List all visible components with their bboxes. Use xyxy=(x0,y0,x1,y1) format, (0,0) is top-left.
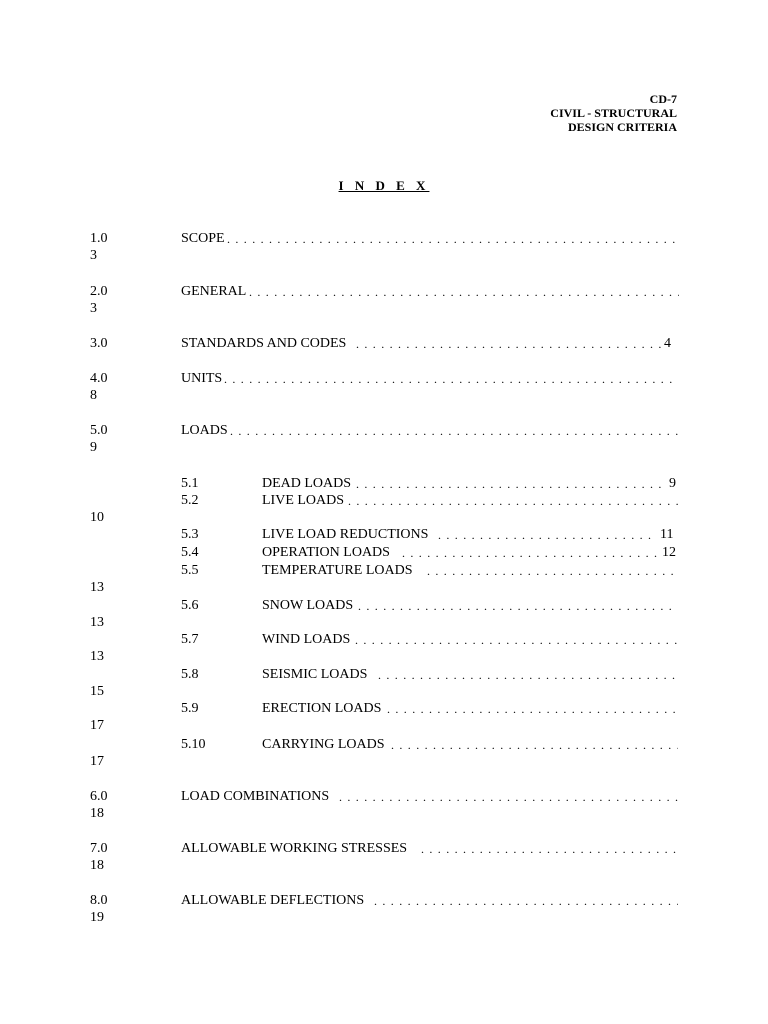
page-number: 9 xyxy=(90,440,97,455)
section-number: 8.0 xyxy=(90,893,108,908)
leader-dots xyxy=(438,527,657,544)
leader-dots xyxy=(339,789,678,806)
page-number: 18 xyxy=(90,858,104,873)
subsection-title: TEMPERATURE LOADS xyxy=(262,563,413,578)
section-number: 6.0 xyxy=(90,789,108,804)
toc-subentry-erection-loads[interactable] xyxy=(0,700,768,734)
page-number: 3 xyxy=(90,248,97,263)
page-number: 15 xyxy=(90,684,104,699)
leader-dots xyxy=(249,284,679,301)
subsection-number: 5.5 xyxy=(181,563,199,578)
toc-subentry-carrying-loads[interactable] xyxy=(0,736,768,770)
leader-dots xyxy=(356,336,661,353)
leader-dots xyxy=(378,667,678,684)
page-number: 10 xyxy=(90,510,104,525)
subsection-title: SNOW LOADS xyxy=(262,598,354,613)
toc-subentry-live-load-reductions[interactable] xyxy=(0,526,768,544)
toc-entry-units[interactable] xyxy=(0,370,768,410)
section-title: UNITS xyxy=(181,371,223,386)
toc-subentry-wind-loads[interactable] xyxy=(0,631,768,665)
subsection-number: 5.3 xyxy=(181,527,199,542)
toc-subentry-operation-loads[interactable] xyxy=(0,544,768,562)
page-title: I N D E X xyxy=(338,178,430,193)
section-title: LOADS xyxy=(181,423,228,438)
leader-dots xyxy=(387,701,678,718)
page-number: 13 xyxy=(90,580,104,595)
page-number: 3 xyxy=(90,301,97,316)
page-number: 17 xyxy=(90,718,104,733)
subsection-title: CARRYING LOADS xyxy=(262,737,385,752)
subsection-title: LIVE LOAD REDUCTIONS xyxy=(262,527,429,542)
toc-subentry-dead-loads[interactable] xyxy=(0,475,768,493)
leader-dots xyxy=(391,737,678,754)
leader-dots xyxy=(230,423,678,440)
leader-dots xyxy=(355,632,678,649)
section-title: GENERAL xyxy=(181,284,247,299)
subsection-title: OPERATION LOADS xyxy=(262,545,390,560)
header-line-1: CIVIL - STRUCTURAL xyxy=(550,106,677,120)
document-header xyxy=(550,92,677,134)
section-title: SCOPE xyxy=(181,231,225,246)
leader-dots xyxy=(356,476,667,493)
toc-entry-allowable-working-stresses[interactable] xyxy=(0,840,768,880)
leader-dots xyxy=(402,545,660,562)
leader-dots xyxy=(227,231,677,248)
leader-dots xyxy=(348,493,678,510)
leader-dots xyxy=(358,598,676,615)
toc-entry-loads[interactable] xyxy=(0,422,768,462)
page-number: 8 xyxy=(90,388,97,403)
leader-dots xyxy=(427,563,678,580)
doc-code: CD-7 xyxy=(649,92,677,106)
toc-entry-load-combinations[interactable] xyxy=(0,788,768,828)
subsection-title: ERECTION LOADS xyxy=(262,701,382,716)
subsection-number: 5.6 xyxy=(181,598,199,613)
toc-entry-allowable-deflections[interactable] xyxy=(0,892,768,932)
subsection-number: 5.10 xyxy=(181,737,206,752)
subsection-number: 5.4 xyxy=(181,545,199,560)
page-number: 17 xyxy=(90,754,104,769)
toc-subentry-seismic-loads[interactable] xyxy=(0,666,768,700)
section-title: ALLOWABLE WORKING STRESSES xyxy=(181,841,408,856)
section-number: 1.0 xyxy=(90,231,108,246)
subsection-title: SEISMIC LOADS xyxy=(262,667,368,682)
subsection-title: DEAD LOADS xyxy=(262,476,352,491)
section-number: 7.0 xyxy=(90,841,108,856)
page-number: 13 xyxy=(90,615,104,630)
subsection-number: 5.2 xyxy=(181,493,199,508)
section-title: LOAD COMBINATIONS xyxy=(181,789,330,804)
subsection-title: LIVE LOADS xyxy=(262,493,345,508)
section-title: ALLOWABLE DEFLECTIONS xyxy=(181,893,365,908)
section-number: 4.0 xyxy=(90,371,108,386)
page-number: 18 xyxy=(90,806,104,821)
page-number: 4 xyxy=(664,336,671,351)
toc-entry-general[interactable] xyxy=(0,283,768,323)
page-number: 19 xyxy=(90,910,104,925)
subsection-number: 5.1 xyxy=(181,476,199,491)
page-number: 12 xyxy=(662,545,676,560)
leader-dots xyxy=(374,893,678,910)
subsection-number: 5.9 xyxy=(181,701,199,716)
subsection-number: 5.7 xyxy=(181,632,199,647)
page-number: 9 xyxy=(669,476,676,491)
toc-subentry-temperature-loads[interactable] xyxy=(0,562,768,596)
section-number: 2.0 xyxy=(90,284,108,299)
section-number: 5.0 xyxy=(90,423,108,438)
page-number: 13 xyxy=(90,649,104,664)
subsection-number: 5.8 xyxy=(181,667,199,682)
section-number: 3.0 xyxy=(90,336,108,351)
toc-subentry-live-loads[interactable] xyxy=(0,492,768,528)
toc-entry-scope[interactable] xyxy=(0,230,768,270)
header-line-2: DESIGN CRITERIA xyxy=(567,120,677,134)
leader-dots xyxy=(421,841,678,858)
toc-subentry-snow-loads[interactable] xyxy=(0,597,768,631)
page-number: 11 xyxy=(660,527,674,542)
section-title: STANDARDS AND CODES xyxy=(181,336,347,351)
leader-dots xyxy=(224,371,678,388)
subsection-title: WIND LOADS xyxy=(262,632,351,647)
toc-entry-standards-and-codes[interactable] xyxy=(0,335,768,355)
